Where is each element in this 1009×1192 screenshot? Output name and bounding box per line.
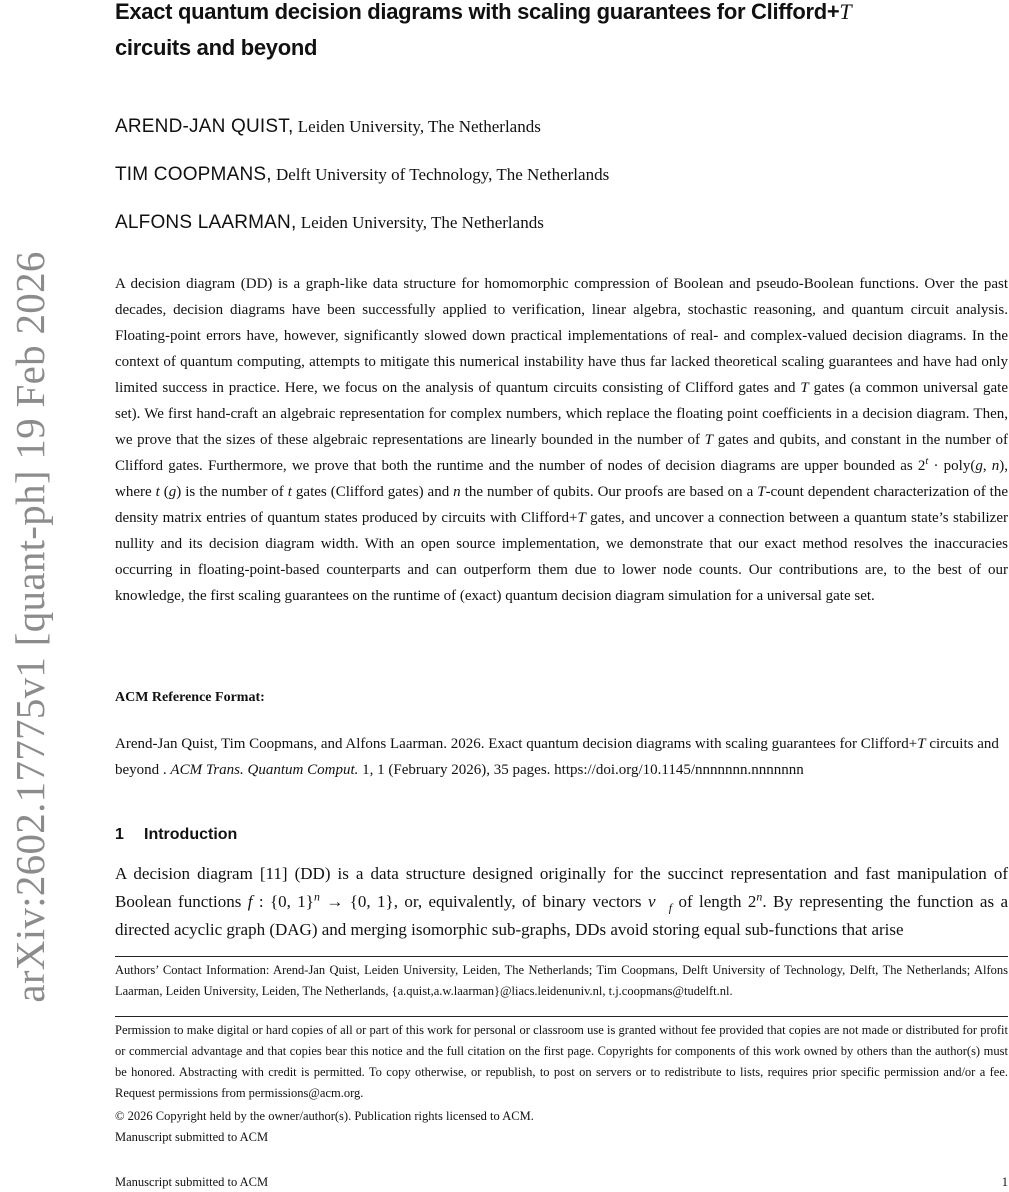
introduction-paragraph: A decision diagram [11] (DD) is a data structure designed originally for the succinct representation and fast manipulation of Boolean functions f : {0, 1}$^n$ → {0, 1}, or, equivalently, of binary vectors $v⃗_f$ of length 2$^n$. By representing the function as a directed acyclic graph (DAG) and merging isomorphic sub-graphs, DDs avoid storing equal sub-functions that arise bbox=[115, 864, 1009, 939]
author-3 bbox=[115, 212, 544, 234]
page-number: 1 bbox=[1001, 1175, 1008, 1189]
running-footer: Manuscript submitted to ACM bbox=[115, 1175, 269, 1189]
acm-reference-label: ACM Reference Format: bbox=[115, 690, 265, 705]
author-name: TIM COOPMANS, bbox=[115, 164, 272, 185]
author-name: ALFONS LAARMAN, bbox=[115, 212, 297, 233]
doi-link[interactable]: 1, 1 (February 2026), 35 pages. https://doi.org/10.1145/nnnnnnn.nnnnnnn bbox=[358, 762, 804, 778]
section-title: Introduction bbox=[144, 826, 238, 843]
arxiv-stamp bbox=[0, 0, 60, 1192]
arxiv-identifier: arXiv:2602.17775v1 [quant-ph] 19 Feb 2026 bbox=[7, 251, 53, 1003]
section-number: 1 bbox=[115, 826, 124, 843]
paper-title: Exact quantum decision diagrams with scaling guarantees for Clifford+T circuits and beyond bbox=[115, 0, 852, 60]
section-heading-introduction bbox=[115, 826, 237, 844]
permission-divider bbox=[115, 1016, 1008, 1017]
author-affiliation: Leiden University, The Netherlands bbox=[297, 117, 541, 136]
author-name: AREND-JAN QUIST, bbox=[115, 116, 294, 137]
acm-reference-citation: Arend-Jan Quist, Tim Coopmans, and Alfons Laarman. 2026. Exact quantum decision diagrams with scaling guarantees for Clifford+T circuits and beyond . ACM Trans. Quantum Comput. 1, 1 (February 2026), 35 pages. https://doi.org/10.1145/nnnnnnn.nnnnnnn bbox=[115, 736, 999, 778]
copyright-notice: © 2026 Copyright held by the owner/author(s). Publication rights licensed to ACM. bbox=[115, 1109, 534, 1123]
footnote-divider bbox=[115, 956, 1008, 957]
manuscript-notice: Manuscript submitted to ACM bbox=[115, 1130, 269, 1144]
author-affiliation: Delft University of Technology, The Netherlands bbox=[275, 165, 610, 184]
author-contact-footnote: Authors’ Contact Information: Arend-Jan Quist, Leiden University, Leiden, The Netherlands; Tim Coopmans, Delft University of Technology, Delft, The Netherlands; Alfons Laarman, Leiden University, Leiden, The Netherlands, {a.quist,a.w.laarman}@liacs.leidenuniv.nl, t.j.coopmans@tudelft.nl. bbox=[115, 963, 1008, 998]
permission-notice: Permission to make digital or hard copies of all or part of this work for personal or classroom use is granted without fee provided that copies are not made or distributed for profit or commercial advantage and that copies bear this notice and the full citation on the first page. Copyrights for components of this work owned by others than the author(s) must be honored. Abstracting with credit is permitted. To copy otherwise, or republish, to post on servers or to redistribute to lists, requires prior specific permission and/or a fee. Request permissions from permissions@acm.org. bbox=[115, 1023, 1008, 1100]
journal-name: ACM Trans. Quantum Comput. bbox=[170, 762, 359, 778]
author-2 bbox=[115, 164, 609, 186]
author-1 bbox=[115, 116, 541, 138]
abstract: A decision diagram (DD) is a graph-like data structure for homomorphic compression of Boolean and pseudo-Boolean functions. Over the past decades, decision diagrams have been successfully applied to verification, linear algebra, stochastic reasoning, and quantum circuit analysis. Floating-point errors have, however, significantly slowed down practical implementations of real- and complex-valued decision diagrams. In the context of quantum computing, attempts to mitigate this numerical instability have thus far lacked theoretical scaling guarantees and have had only limited success in practice. Here, we focus on the analysis of quantum circuits consisting of Clifford gates and T gates (a common universal gate set). We first hand-craft an algebraic representation for complex numbers, which replace the floating point coefficients in a decision diagram. Then, we prove that the sizes of these algebraic representations are linearly bounded in the number of T gates and qubits, and constant in the number of Clifford gates. Furthermore, we prove that both the runtime and the number of nodes of decision diagrams are upper bounded as $2^t$ · poly(g, n), where t (g) is the number of t gates (Clifford gates) and n the number of qubits. Our proofs are based on a T-count dependent characterization of the density matrix entries of quantum states produced by circuits with Clifford+T gates, and uncover a connection between a quantum state’s stabilizer nullity and its decision diagram width. With an open source implementation, we demonstrate that our exact method resolves the inaccuracies occurring in floating-point-based counterparts and can outperform them due to lower node counts. Our contributions are, to the best of our knowledge, the first scaling guarantees on the runtime of (exact) quantum decision diagram simulation for a universal gate set. bbox=[115, 276, 1009, 604]
author-affiliation: Leiden University, The Netherlands bbox=[300, 213, 544, 232]
